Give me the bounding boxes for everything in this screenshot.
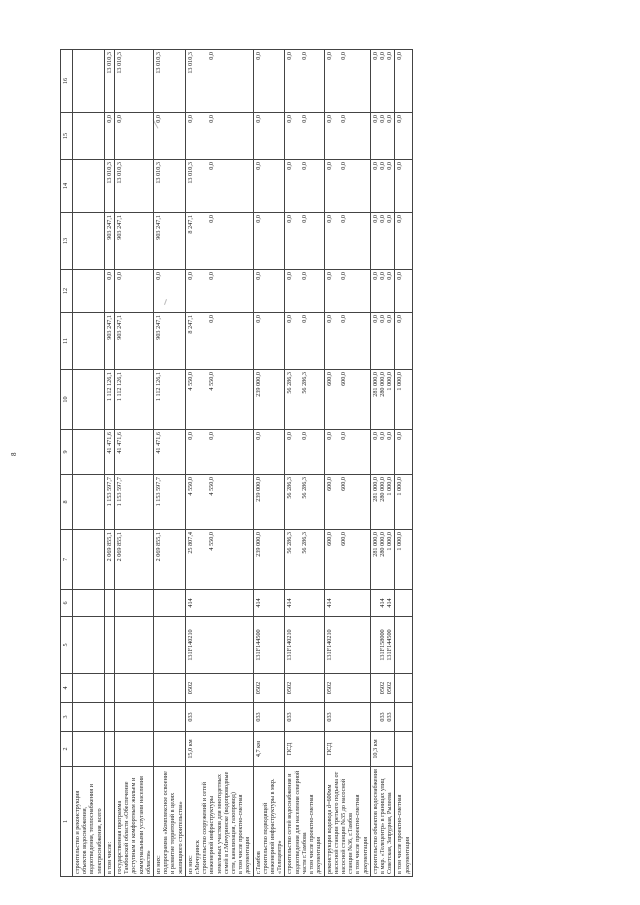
table-cell	[104, 617, 114, 674]
table-cell	[115, 674, 154, 703]
table-row	[154, 50, 186, 877]
table-cell: 56 286,3 56 286,3	[285, 475, 324, 530]
table-cell	[73, 313, 105, 370]
table-row	[115, 50, 154, 877]
table-cell: 41 471,6	[154, 430, 186, 475]
table-cell: 13 010,3	[154, 50, 186, 113]
table-cell: 131F140210	[285, 617, 324, 674]
table-cell: 033	[324, 703, 370, 732]
table-cell: 2 069 855,1	[154, 530, 186, 590]
table-cell	[73, 530, 105, 590]
table-cell	[395, 732, 412, 767]
table-cell: 4 550,0 4 550,0	[185, 370, 253, 430]
table-cell: 0,0 0,0	[285, 113, 324, 160]
table-cell: 0,0	[395, 313, 412, 370]
table-row	[253, 50, 285, 877]
column-header: 15	[61, 113, 73, 160]
table-cell: 0,0 0,0	[324, 160, 370, 213]
table-cell: 239 000,0	[253, 475, 285, 530]
table-cell: в том числе проектно-сметная документация	[395, 767, 412, 877]
column-header: 5	[61, 617, 73, 674]
table-cell: 0,0 0,0	[285, 50, 324, 113]
table-cell: 1 112 126,1	[115, 370, 154, 430]
table-cell: 0,0 0,0 0,0	[370, 213, 395, 270]
table-cell	[154, 617, 186, 674]
table-row	[324, 50, 370, 877]
table-cell: 8 247,1 0,0	[185, 313, 253, 370]
table-cell: 033	[185, 703, 253, 732]
table-cell	[104, 703, 114, 732]
table-cell: 41 471,6	[104, 430, 114, 475]
table-cell: 0,0 0,0	[185, 113, 253, 160]
table-cell: 13 010,3	[104, 50, 114, 113]
budget-table	[60, 49, 413, 877]
table-cell: 0,0 0,0 0,0	[370, 113, 395, 160]
table-cell: 281 000,0 280 000,0 1 000,0	[370, 370, 395, 430]
table-cell: ПСД	[285, 732, 324, 767]
table-cell: 033	[285, 703, 324, 732]
table-cell: 0,0 0,0 0,0	[370, 270, 395, 313]
table-cell: 131F140210	[324, 617, 370, 674]
table-cell	[104, 732, 114, 767]
table-cell: 4 550,0 4 550,0	[185, 475, 253, 530]
table-cell	[395, 590, 412, 617]
table-cell	[73, 674, 105, 703]
table-cell: 13 010,3	[115, 50, 154, 113]
table-cell: 0502	[253, 674, 285, 703]
table-row	[104, 50, 114, 877]
table-cell	[73, 617, 105, 674]
table-cell: 0,0	[395, 50, 412, 113]
column-header: 7	[61, 530, 73, 590]
table-cell: 0502	[324, 674, 370, 703]
table-cell: 2 069 855,1	[104, 530, 114, 590]
table-cell: 903 247,1	[115, 313, 154, 370]
table-cell: 0,0	[395, 160, 412, 213]
table-cell: 0,0 0,0	[324, 213, 370, 270]
column-header: 1	[61, 767, 73, 877]
table-cell: 239 000,0	[253, 530, 285, 590]
table-cell	[115, 732, 154, 767]
column-header: 6	[61, 590, 73, 617]
table-row	[73, 50, 105, 877]
table-cell	[115, 617, 154, 674]
table-cell: 13 010,3	[115, 160, 154, 213]
table-cell: 281 000,0 280 000,0 1 000,0	[370, 475, 395, 530]
table-cell: 8 247,1 0,0	[185, 213, 253, 270]
header-row	[61, 50, 73, 877]
column-header: 2	[61, 732, 73, 767]
column-header: 10	[61, 370, 73, 430]
table-cell: 0,0	[395, 430, 412, 475]
table-cell	[73, 430, 105, 475]
table-cell: 15,0 км	[185, 732, 253, 767]
table-cell	[154, 674, 186, 703]
table-cell	[73, 703, 105, 732]
table-cell: 0,0	[154, 270, 186, 313]
table-cell: 281 000,0 280 000,0 1 000,0	[370, 530, 395, 590]
table-cell: 0,0	[104, 270, 114, 313]
table-cell	[154, 590, 186, 617]
table-cell	[115, 703, 154, 732]
table-cell: 0,0	[253, 160, 285, 213]
table-cell: 0,0 0,0	[185, 430, 253, 475]
table-cell	[73, 113, 105, 160]
table-cell: 1 000,0	[395, 475, 412, 530]
table-cell: 1 000,0	[395, 530, 412, 590]
table-cell: 0,0 0,0	[285, 270, 324, 313]
table-cell: 0,0 0,0	[285, 213, 324, 270]
table-cell: 0,0	[253, 113, 285, 160]
table-cell: 1 153 597,7	[154, 475, 186, 530]
table-cell: 131F144500	[253, 617, 285, 674]
table-cell: 600,0 600,0	[324, 475, 370, 530]
table-cell: 1 153 597,7	[104, 475, 114, 530]
table-cell: 4,7 км	[253, 732, 285, 767]
table-cell: реконструкция водовода d=600мм насосной станции третьего подъема от насосной станции №35 до насосной станции №36, г.Тамбов в том числе проектно-сметная документация	[324, 767, 370, 877]
table-cell	[154, 703, 186, 732]
table-cell: строительство и реконструкция объектов водоснабжения, водоотведения, теплоснабжения и электроснабжения, всего	[73, 767, 105, 877]
table-cell: 033 033	[370, 703, 395, 732]
table-cell: 0,0 0,0 0,0	[370, 430, 395, 475]
table-cell: 0,0	[253, 430, 285, 475]
table-cell: 600,0 600,0	[324, 530, 370, 590]
table-cell: 0,0 0,0	[285, 160, 324, 213]
table-cell: 903 247,1	[104, 213, 114, 270]
table-cell	[104, 674, 114, 703]
column-header: 9	[61, 430, 73, 475]
table-cell: 0,0 0,0	[324, 270, 370, 313]
table-cell	[73, 270, 105, 313]
table-cell	[73, 732, 105, 767]
table-cell: 414	[324, 590, 370, 617]
table-cell: 0502	[185, 674, 253, 703]
table-cell: ПСД	[324, 732, 370, 767]
table-cell: 0,0	[395, 270, 412, 313]
table-cell	[115, 590, 154, 617]
table-cell: 0,0 0,0	[324, 50, 370, 113]
column-header: 14	[61, 160, 73, 213]
page-number: 8	[10, 452, 18, 456]
table-cell: 10,3 км	[370, 732, 395, 767]
table-cell	[73, 50, 105, 113]
table-cell: 0,0	[253, 270, 285, 313]
table-cell: 0,0	[115, 113, 154, 160]
table-cell: 903 247,1	[115, 213, 154, 270]
table-cell: 903 247,1	[154, 313, 186, 370]
table-cell	[104, 590, 114, 617]
table-cell	[154, 732, 186, 767]
column-header: 12	[61, 270, 73, 313]
table-row	[285, 50, 324, 877]
table-cell: 903 247,1	[154, 213, 186, 270]
table-row	[395, 50, 412, 877]
table-cell: 0,0 0,0	[285, 313, 324, 370]
table-cell: 0,0	[395, 113, 412, 160]
table-cell: 13 010,3 0,0	[185, 160, 253, 213]
table-cell: 600,0 600,0	[324, 370, 370, 430]
table-cell	[73, 213, 105, 270]
table-cell: 0,0 0,0	[324, 113, 370, 160]
table-cell: 239 000,0	[253, 370, 285, 430]
table-cell: 1 112 126,1	[104, 370, 114, 430]
table-cell: 0,0 0,0 0,0	[370, 313, 395, 370]
table-cell: 0,0 0,0 0,0	[370, 160, 395, 213]
table-cell	[73, 160, 105, 213]
table-cell: 0,0 0,0	[324, 430, 370, 475]
column-header: 13	[61, 213, 73, 270]
table-cell: 131F140210	[185, 617, 253, 674]
table-cell: г.Тамбов строительство подводящей инженерной инфраструктуры в мкр. «Телецентр»	[253, 767, 285, 877]
table-cell: 903 247,1	[104, 313, 114, 370]
column-header: 3	[61, 703, 73, 732]
table-cell: 13 010,3	[104, 160, 114, 213]
table-cell: из них: г.Мичуринск строительство сооружений и сетей инженерной инфраструктуры земельных участков для многодетных семей в г.Мичуринске (водопроводные сети, канализация, газопровод) в том числе проектно-сметная документация	[185, 767, 253, 877]
table-cell: 13 010,3	[154, 160, 186, 213]
table-row	[370, 50, 395, 877]
column-header: 4	[61, 674, 73, 703]
table-cell: 414	[253, 590, 285, 617]
table-cell: 0,0 0,0	[324, 313, 370, 370]
table-cell: 0,0	[154, 113, 186, 160]
table-cell: 41 471,6	[115, 430, 154, 475]
table-cell: государственная программа Тамбовской области «Обеспечение доступным и комфортным жильем и коммунальными услугами населения области»	[115, 767, 154, 877]
column-header: 8	[61, 475, 73, 530]
table-cell: 414	[185, 590, 253, 617]
table-cell: из них: подпрограмма «Комплексное освоение и развитие территорий в целях жилищного строительства»	[154, 767, 186, 877]
table-cell	[73, 475, 105, 530]
table-cell: строительство сетей водоснабжения и водоотведения для населения северной части г.Тамбова в том числе проектно-сметная документация	[285, 767, 324, 877]
table-cell: 0502 0502	[370, 674, 395, 703]
table-cell: 0,0 0,0	[185, 270, 253, 313]
table-cell: 0,0 0,0 0,0	[370, 50, 395, 113]
table-row	[185, 50, 253, 877]
table-cell	[395, 674, 412, 703]
table-cell: 0,0	[253, 50, 285, 113]
table-cell: 033	[253, 703, 285, 732]
table-cell: 131F158000 131F144500	[370, 617, 395, 674]
table-cell: 1 153 597,7	[115, 475, 154, 530]
table-cell: 0,0	[253, 313, 285, 370]
table-cell: в том числе:	[104, 767, 114, 877]
column-header: 11	[61, 313, 73, 370]
table-cell: 56 286,3 56 286,3	[285, 370, 324, 430]
table-cell: 56 286,3 56 286,3	[285, 530, 324, 590]
table-cell: строительство объектов водоснабжения в мкр. «Телецентр» в границах улиц Советская, Запрудная, Рылеева	[370, 767, 395, 877]
table-cell: 414	[285, 590, 324, 617]
table-cell: 0,0	[104, 113, 114, 160]
table-cell: 0,0	[115, 270, 154, 313]
table-cell: 0,0	[395, 213, 412, 270]
table-cell: 13 010,3 0,0	[185, 50, 253, 113]
table-cell: 1 000,0	[395, 370, 412, 430]
table-cell: 414 414	[370, 590, 395, 617]
column-header: 16	[61, 50, 73, 113]
table-cell: 25 807,4 4 550,0	[185, 530, 253, 590]
table-body	[73, 50, 413, 877]
table-cell	[395, 617, 412, 674]
table-cell: 0,0	[253, 213, 285, 270]
table-cell: 0502	[285, 674, 324, 703]
table-cell: 0,0 0,0	[285, 430, 324, 475]
table-cell: 1 112 126,1	[154, 370, 186, 430]
table-cell	[73, 370, 105, 430]
table-cell	[73, 590, 105, 617]
table-cell: 2 069 855,1	[115, 530, 154, 590]
table-cell	[395, 703, 412, 732]
